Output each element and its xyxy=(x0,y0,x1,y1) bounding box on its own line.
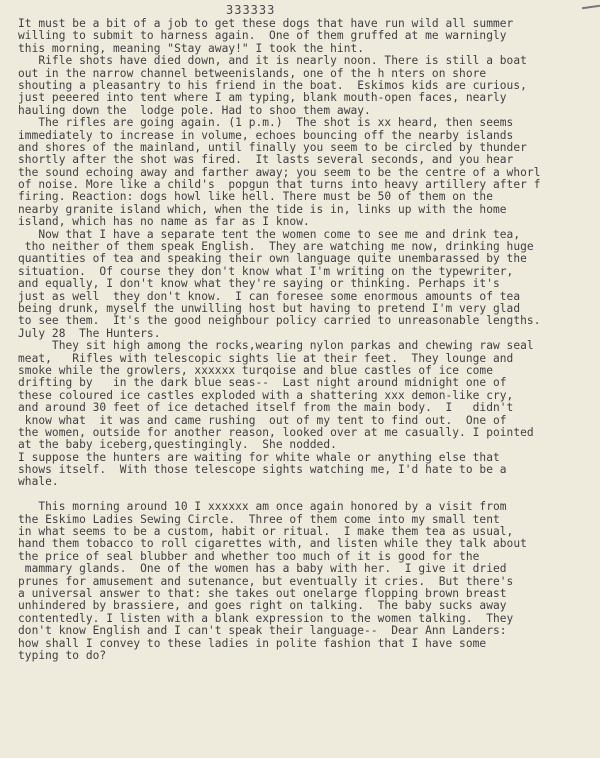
text-line: nearby granite island which, when the tide is in, links up with the home xyxy=(18,202,507,216)
text-line: how shall I convey to these ladies in polite fashion that I have some xyxy=(18,636,487,650)
text-line: these coloured ice castles exploded with a shattering xxx demon-like cry, xyxy=(18,388,514,402)
text-line: the sound echoing away and farther away; you seem to be the centre of a whorl xyxy=(18,165,541,179)
text-line: Now that I have a separate tent the women come to see me and drink tea, xyxy=(18,227,521,241)
text-line: whale. xyxy=(18,475,59,489)
text-line: just peeered into tent where I am typing, blank mouth-open faces, nearly xyxy=(18,91,507,105)
text-line: I suppose the hunters are waiting for white whale or anything else that xyxy=(18,450,500,464)
text-line: hand them tobacco to roll cigarettes with, and listen while they talk about xyxy=(18,537,527,551)
text-line: just as well they don't know. I can foresee some enormous amounts of tea xyxy=(18,289,521,303)
text-line: shortly after the shot was fired. It lasts several seconds, and you hear xyxy=(18,153,514,167)
text-line: mammary glands. One of the women has a baby with her. I give it dried xyxy=(18,562,507,576)
text-line: don't know English and I can't speak their language-- Dear Ann Landers: xyxy=(18,624,507,638)
text-line: July 28 The Hunters. xyxy=(18,326,161,340)
text-line: in what seems to be a custom, habit or ritual. I make them tea as usual, xyxy=(18,525,514,539)
text-line: situation. Of course they don't know what I'm writing on the typewriter, xyxy=(18,264,514,278)
text-line: prunes for amusement and sutenance, but eventually it cries. But there's xyxy=(18,574,514,588)
text-line: immediately to increase in volume, echoes bouncing off the nearby islands xyxy=(18,128,514,142)
text-line: out in the narrow channel betweenislands, one of the h nters on shore xyxy=(18,66,487,80)
text-line: contentedly. I listen with a blank expression to the women talking. They xyxy=(18,611,514,625)
text-line: the price of seal blubber and whether too much of it is good for the xyxy=(18,549,480,563)
text-line: island, which has no name as far as I know. xyxy=(18,215,310,229)
text-line: of noise. More like a child's popgun that turns into heavy artillery after f xyxy=(18,178,541,192)
text-line: the Eskimo Ladies Sewing Circle. Three of them come into my small tent xyxy=(18,512,500,526)
text-line: tho neither of them speak English. They are watching me now, drinking huge xyxy=(18,240,534,254)
text-line: unhindered by brassiere, and goes right on talking. The baby sucks away xyxy=(18,599,507,613)
text-line: It must be a bit of a job to get these dogs that have run wild all summer xyxy=(18,17,514,30)
text-line: smoke while the growlers, xxxxxx turqoise and blue castles of ice come xyxy=(18,363,493,377)
text-line: willing to submit to harness again. One of them gruffed at me warningly xyxy=(18,29,507,43)
text-line: Rifle shots have died down, and it is nearly noon. There is still a boat xyxy=(18,54,527,68)
text-line: shouting a pleasantry to his friend in the boat. Eskimos kids are curious, xyxy=(18,78,527,92)
typed-text-body xyxy=(18,18,598,662)
text-line: This morning around 10 I xxxxxx am once again honored by a visit from xyxy=(18,500,507,514)
text-line: being drunk, myself the unwilling host but having to pretend I'm very glad xyxy=(18,301,521,315)
text-line: know what it was and came rushing out of my tent to find out. One of xyxy=(18,413,507,427)
text-line: to see them. It's the good neighbour policy carried to unreasonable lengths. xyxy=(18,314,541,328)
text-line: drifting by in the dark blue seas-- Last night around midnight one of xyxy=(18,376,507,390)
text-line: this morning, meaning "Stay away!" I took the hint. xyxy=(18,41,365,55)
text-line: The rifles are going again. (1 p.m.) The shot is xx heard, then seems xyxy=(18,116,514,130)
text-line: the women, outside for another reason, looked over at me casually. I pointed xyxy=(18,425,534,439)
text-line: They sit high among the rocks,wearing nylon parkas and chewing raw seal xyxy=(18,339,534,353)
text-line: and around 30 feet of ice detached itself from the main body. I didn't xyxy=(18,401,514,415)
text-line: meat, Rifles with telescopic sights lie at their feet. They lounge and xyxy=(18,351,514,365)
text-line: and shores of the mainland, until finally you seem to be circled by thunder xyxy=(18,140,527,154)
corner-mark xyxy=(582,5,600,9)
page-number: 333333 xyxy=(226,3,276,17)
text-line: at the baby iceberg,questingingly. She nodded. xyxy=(18,438,337,452)
text-line: shows itself. With those telescope sights watching me, I'd hate to be a xyxy=(18,463,507,477)
text-line: and equally, I don't know what they're saying or thinking. Perhaps it's xyxy=(18,277,500,291)
text-line: typing to do? xyxy=(18,648,107,662)
text-line: hauling down the lodge pole. Had to shoo them away. xyxy=(18,103,371,117)
text-line: quantities of tea and speaking their own language quite unembarassed by the xyxy=(18,252,527,266)
text-line: a universal answer to that: she takes out onelarge flopping brown breast xyxy=(18,586,507,600)
text-line: firing. Reaction: dogs howl like hell. There must be 50 of them on the xyxy=(18,190,493,204)
